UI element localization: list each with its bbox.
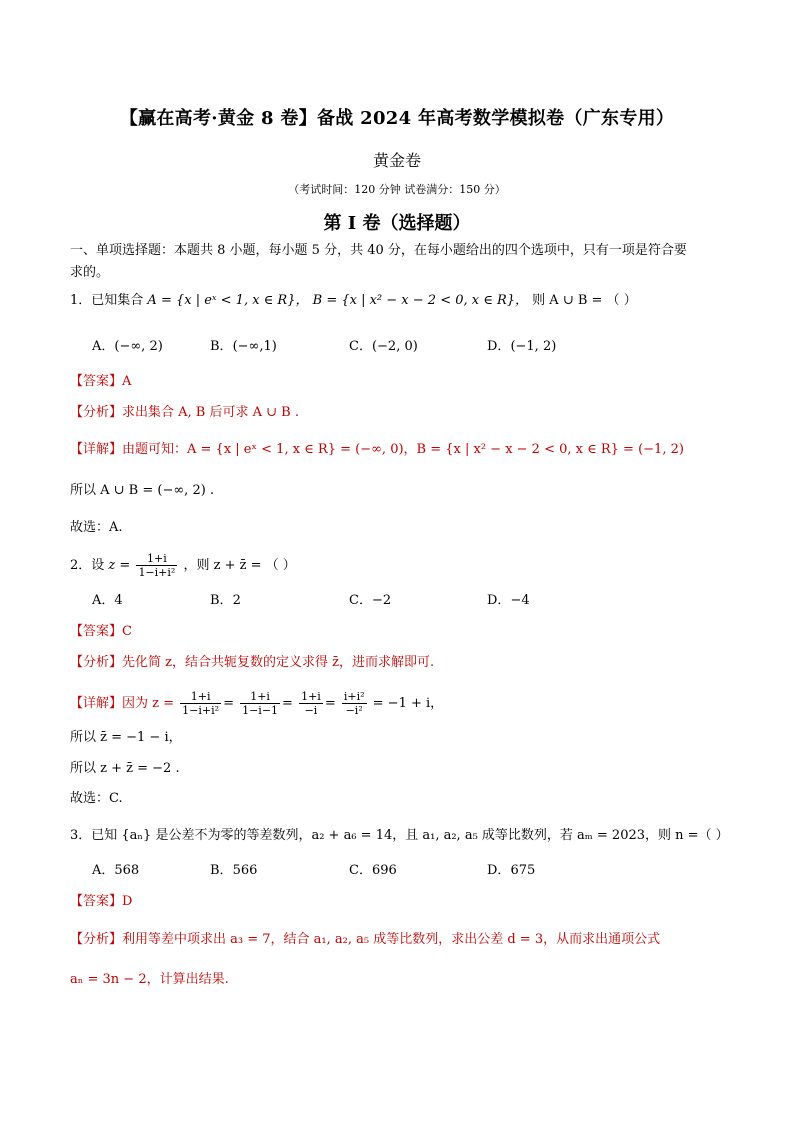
q2-conjugate: 所以 z̄ = −1 − i， bbox=[70, 730, 182, 745]
q1-stem bbox=[70, 292, 637, 310]
q3-analysis-line1 bbox=[70, 931, 660, 949]
q2-answer bbox=[70, 623, 132, 641]
q1-stem-suffix: 则 A ∪ B = （ ） bbox=[532, 293, 637, 308]
answer-tag: 【答案】 bbox=[70, 374, 123, 389]
q1-option-d: D．(−1, 2) bbox=[487, 339, 557, 354]
answer-value: A bbox=[122, 374, 132, 389]
q2-choice: 故选：C. bbox=[70, 791, 123, 806]
detail-tag: 【详解】 bbox=[70, 696, 123, 711]
q3-option-d: D．675 bbox=[487, 863, 536, 878]
q2-detail-frac-3: $\frac{1+i}{-i}$ bbox=[301, 690, 321, 717]
detail-text: 由题可知：A = {x | eˣ < 1, x ∈ R} = (−∞, 0)，B = {x | x² − x − 2 < 0, x ∈ R} = (−1, 2) bbox=[122, 442, 684, 457]
q3-option-c: C．696 bbox=[349, 863, 397, 878]
q2-analysis bbox=[70, 654, 434, 672]
analysis-tag: 【分析】 bbox=[70, 932, 123, 947]
analysis-text: 利用等差中项求出 a₃ = 7，结合 a₁, a₂, a₅ 成等比数列，求出公差 d = 3，从而求出通项公式 bbox=[122, 932, 661, 947]
q3-option-b: B．566 bbox=[210, 863, 258, 878]
q3-option-a: A．568 bbox=[92, 863, 140, 878]
q3-stem: 3．已知 {aₙ} 是公差不为零的等差数列，a₂ + a₆ = 14，且 a₁, a₂, a₅ 成等比数列，若 aₘ = 2023，则 n =（ ） bbox=[70, 828, 729, 843]
q2-option-c: C．−2 bbox=[349, 593, 392, 608]
exam-info: （考试时间：120 分钟 试卷满分：150 分） bbox=[288, 183, 506, 196]
q1-union-result: 所以 A ∪ B = (−∞, 2) . bbox=[70, 483, 215, 498]
q2-sum: 所以 z + z̄ = −2 . bbox=[70, 761, 180, 776]
q3-answer bbox=[70, 893, 132, 911]
q1-answer bbox=[70, 373, 131, 391]
analysis-tag: 【分析】 bbox=[70, 655, 123, 670]
section-intro-line1: 一、单项选择题：本题共 8 小题，每小题 5 分，共 40 分，在每小题给出的四个选项中，只有一项是符合要 bbox=[70, 243, 687, 258]
analysis-text: 先化简 z，结合共轭复数的定义求得 z̄，进而求解即可. bbox=[122, 655, 435, 670]
answer-value: D bbox=[122, 894, 133, 909]
answer-value: C bbox=[122, 624, 132, 639]
q2-detail-frac-2: $\frac{1+i}{1-i-1}$ bbox=[242, 690, 279, 717]
answer-tag: 【答案】 bbox=[70, 624, 123, 639]
q2-detail: 【详解】因为 z = $\frac{1+i}{\text{1−i+i²}}$ = $\frac{1+i}{1-i-1}$ = $\frac{1+i}{-i}$ = $\frac{\text{i+i²}}{\text{−i²}}$ = −1 + i， bbox=[70, 690, 444, 717]
q1-detail bbox=[70, 441, 684, 459]
q3-analysis-line2: aₙ = 3n − 2，计算出结果. bbox=[70, 972, 229, 987]
detail-tag: 【详解】 bbox=[70, 442, 123, 457]
q1-option-a: A．(−∞, 2) bbox=[92, 339, 163, 354]
q2-option-a: A．4 bbox=[92, 593, 123, 608]
q2-fraction: $\frac{1+i}{\text{1−i+i²}}$ bbox=[138, 552, 176, 579]
detail-suffix: = −1 + i， bbox=[372, 696, 444, 711]
part-title: 第 I 卷（选择题） bbox=[323, 213, 471, 234]
section-intro-line2: 求的。 bbox=[70, 265, 110, 280]
q1-choice: 故选：A. bbox=[70, 520, 123, 535]
q1-analysis bbox=[70, 404, 299, 422]
exam-title: 【赢在高考·黄金 8 卷】备战 2024 年高考数学模拟卷（广东专用） bbox=[119, 108, 675, 129]
q1-set-b: B = {x | x² − x − 2 < 0, x ∈ R}， bbox=[312, 293, 529, 308]
q2-stem-prefix: 2．设 bbox=[70, 558, 105, 573]
q2-stem-suffix: ，则 z + z̄ = （ ） bbox=[183, 558, 296, 573]
answer-tag: 【答案】 bbox=[70, 894, 123, 909]
q2-detail-frac-4: $\frac{\text{i+i²}}{\text{−i²}}$ bbox=[343, 690, 365, 717]
q1-option-c: C．(−2, 0) bbox=[349, 339, 418, 354]
q1-stem-prefix: 1．已知集合 bbox=[70, 293, 144, 308]
q2-option-b: B．2 bbox=[210, 593, 241, 608]
q1-set-a: A = {x | eˣ < 1, x ∈ R}， bbox=[147, 293, 309, 308]
q2-stem bbox=[70, 552, 296, 579]
analysis-tag: 【分析】 bbox=[70, 405, 123, 420]
analysis-text: 求出集合 A, B 后可求 A ∪ B . bbox=[122, 405, 299, 420]
q2-detail-frac-1: $\frac{1+i}{\text{1−i+i²}}$ bbox=[182, 690, 220, 717]
q2-option-d: D．−4 bbox=[487, 593, 530, 608]
q1-option-b: B．(−∞,1) bbox=[210, 339, 277, 354]
detail-prefix: 因为 z = bbox=[122, 696, 175, 711]
paper-subtitle: 黄金卷 bbox=[372, 151, 421, 170]
q2-z-eq: z = bbox=[108, 558, 131, 573]
